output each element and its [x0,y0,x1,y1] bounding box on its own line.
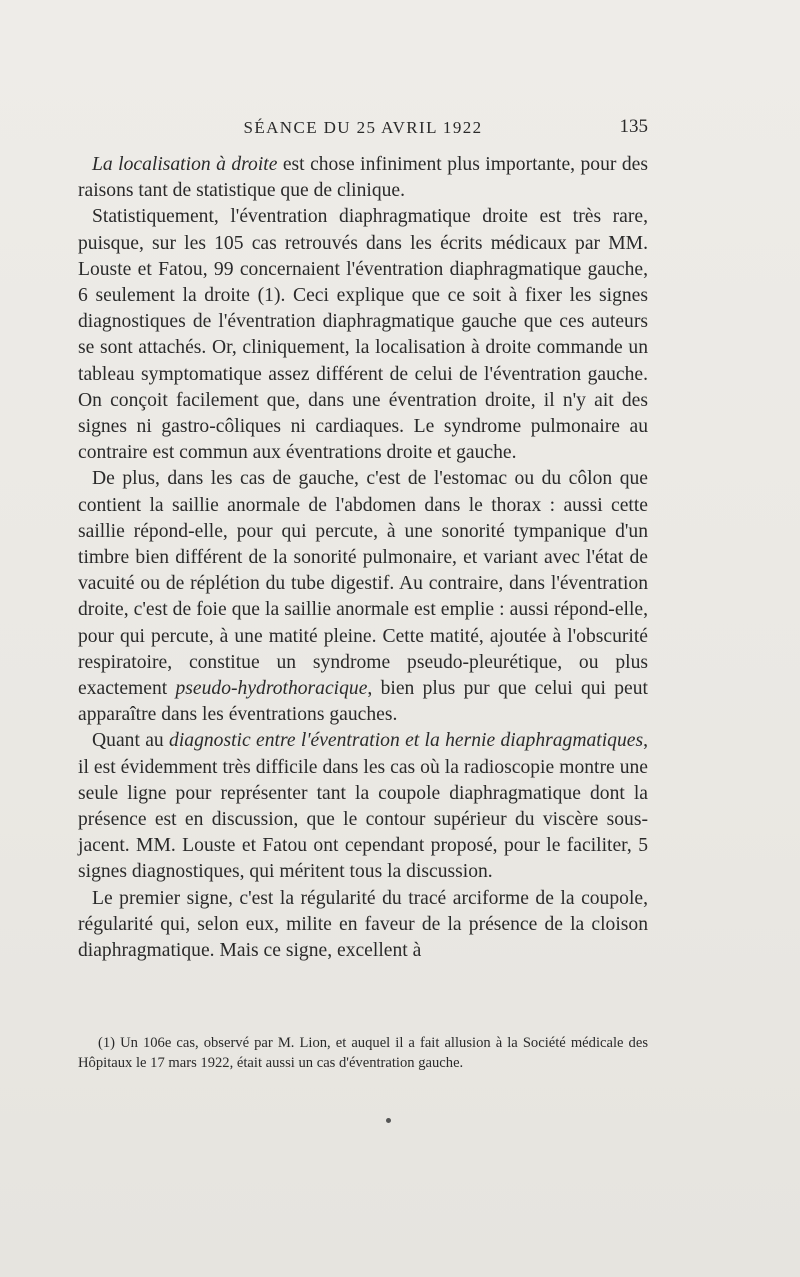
paragraph-4-text-b: , il est évidemment très difficile dans les cas où la radioscopie montre une seule ligne pour représenter tant la coupole diaphragmatique dont la présence est en discussion, que le contour supérieur du viscère sous-jacent. MM. Louste et Fatou ont cependant proposé, pour le faciliter, 5 signes diagnostiques, qui méritent tous la discussion. [78,730,648,883]
paragraph-3-italic: pseudo-hydrothoracique [175,678,368,700]
paragraph-4-italic: diagnostic entre l'éventration et la hernie diaphragmatiques [169,730,644,752]
paragraph-3-text-a: De plus, dans les cas de gauche, c'est de l'estomac ou du côlon que contient la saillie anormale de l'abdomen dans le thorax : aussi cette saillie répond-elle, pour qui percute, à une sonorité tympanique d'un timbre bien différent de la sonorité pulmonaire, et variant avec l'état de vacuité ou de réplétion du tube digestif. Au contraire, dans l'éventration droite, c'est de foie que la saillie anormale est emplie : aussi répond-elle, pour qui percute, à une matité pleine. Cette matité, ajoutée à l'obscurité respiratoire, constitue un syndrome pseudo-pleurétique, ou plus exactement [78,468,648,700]
body-text [78,152,648,964]
ink-speck [386,1118,391,1123]
paragraph-1-text: est chose infiniment plus importante, pour des raisons tant de statistique que de clinique. [78,154,648,202]
paragraph-5 [78,886,648,965]
footnote [78,1033,648,1073]
paragraph-3 [78,466,648,728]
paragraph-1-italic: La localisation à droite [92,154,278,175]
running-header [78,114,648,144]
paragraph-3-text-b: , bien plus pur que celui qui peut apparaître dans les éventrations gauches. [78,678,648,726]
page-number: 135 [619,116,648,137]
paragraph-4 [78,728,648,885]
footnote-text: (1) Un 106e cas, observé par M. Lion, et auquel il a fait allusion à la Société médicale des Hôpitaux le 17 mars 1922, était aussi un cas d'éventration gauche. [78,1035,648,1071]
paragraph-1 [78,152,648,204]
paragraph-5-text: Le premier signe, c'est la régularité du tracé arciforme de la coupole, régularité qui, selon eux, milite en faveur de la présence de la cloison diaphragmatique. Mais ce signe, excellent à [78,887,648,962]
paragraph-2 [78,204,648,466]
header-title: SÉANCE DU 25 AVRIL 1922 [243,118,483,137]
paragraph-4-text-a: Quant au [92,730,170,752]
paragraph-2-text: Statistiquement, l'éventration diaphragmatique droite est très rare, puisque, sur les 105 cas retrouvés dans les écrits médicaux par MM. Louste et Fatou, 99 concernaient l'éventration diaphragmatique gauche, 6 seulement la droite (1). Ceci explique que ce soit à fixer les signes diagnostiques de l'éventration diaphragmatique gauche que ces auteurs se sont attachés. Or, cliniquement, la localisation à droite commande un tableau symptomatique assez différent de celui de l'éventration gauche. On conçoit facilement que, dans une éventration droite, il n'y ait des signes ni gastro-côliques ni cardiaques. Le syndrome pulmonaire au contraire est commun aux éventrations droite et gauche. [78,206,648,464]
